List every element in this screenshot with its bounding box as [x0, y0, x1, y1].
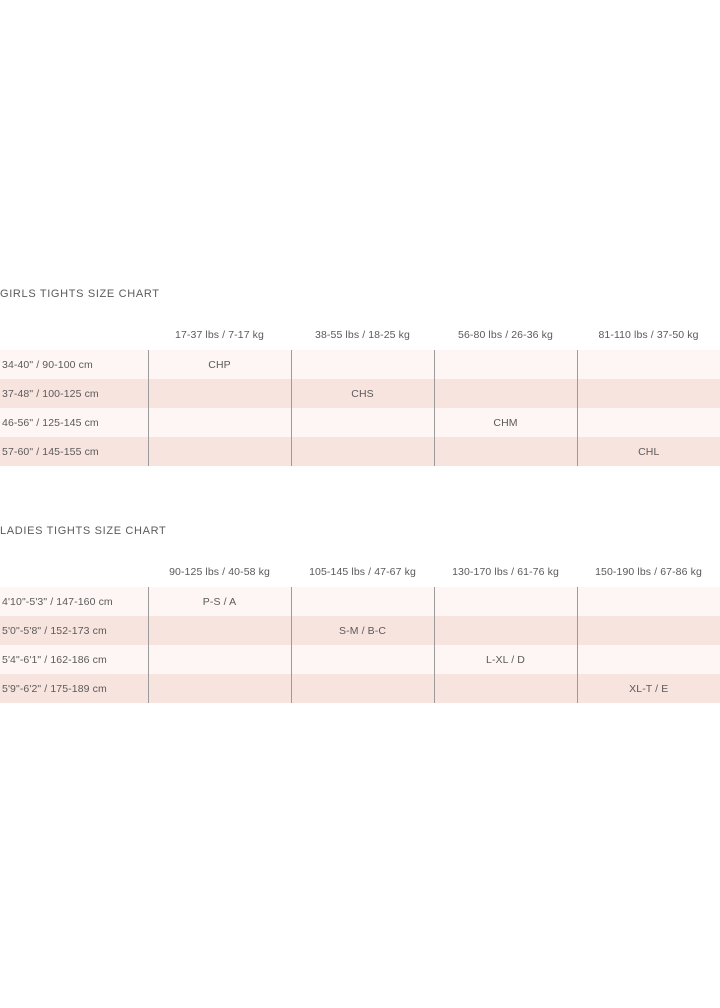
girls-cell-1-3 — [434, 350, 577, 379]
ladies-cell-1-4 — [577, 587, 720, 616]
ladies-cell-4-1 — [148, 674, 291, 703]
ladies-header-corner — [0, 557, 148, 587]
table-header-row — [0, 557, 720, 587]
table-row — [0, 587, 720, 616]
ladies-cell-1-1: P-S / A — [148, 587, 291, 616]
ladies-cell-2-4 — [577, 616, 720, 645]
ladies-cell-2-1 — [148, 616, 291, 645]
girls-cell-3-1 — [148, 408, 291, 437]
ladies-row-label-1: 4'10"-5'3" / 147-160 cm — [0, 587, 148, 616]
ladies-table-header — [0, 557, 720, 587]
ladies-cell-2-2: S-M / B-C — [291, 616, 434, 645]
ladies-column-header-3: 130-170 lbs / 61-76 kg — [434, 557, 577, 587]
girls-row-label-3: 46-56" / 125-145 cm — [0, 408, 148, 437]
girls-table-header — [0, 320, 720, 350]
ladies-cell-2-3 — [434, 616, 577, 645]
girls-column-header-1: 17-37 lbs / 7-17 kg — [148, 320, 291, 350]
girls-cell-1-4 — [577, 350, 720, 379]
table-row — [0, 645, 720, 674]
table-row — [0, 674, 720, 703]
girls-cell-3-4 — [577, 408, 720, 437]
ladies-column-header-4: 150-190 lbs / 67-86 kg — [577, 557, 720, 587]
girls-cell-3-2 — [291, 408, 434, 437]
ladies-column-header-2: 105-145 lbs / 47-67 kg — [291, 557, 434, 587]
girls-cell-2-1 — [148, 379, 291, 408]
ladies-cell-4-2 — [291, 674, 434, 703]
ladies-cell-4-4: XL-T / E — [577, 674, 720, 703]
table-row — [0, 616, 720, 645]
girls-cell-4-3 — [434, 437, 577, 466]
table-row — [0, 379, 720, 408]
ladies-table-body — [0, 587, 720, 703]
girls-row-label-1: 34-40" / 90-100 cm — [0, 350, 148, 379]
girls-cell-3-3: CHM — [434, 408, 577, 437]
girls-cell-1-2 — [291, 350, 434, 379]
girls-header-corner — [0, 320, 148, 350]
girls-column-header-2: 38-55 lbs / 18-25 kg — [291, 320, 434, 350]
ladies-cell-3-4 — [577, 645, 720, 674]
ladies-column-header-1: 90-125 lbs / 40-58 kg — [148, 557, 291, 587]
ladies-row-label-3: 5'4"-6'1" / 162-186 cm — [0, 645, 148, 674]
table-row — [0, 437, 720, 466]
girls-column-header-3: 56-80 lbs / 26-36 kg — [434, 320, 577, 350]
girls-cell-2-4 — [577, 379, 720, 408]
girls-cell-1-1: CHP — [148, 350, 291, 379]
ladies-size-chart-table — [0, 557, 720, 703]
girls-chart-title: GIRLS TIGHTS SIZE CHART — [0, 288, 160, 300]
girls-size-chart-table — [0, 320, 720, 466]
ladies-cell-3-3: L-XL / D — [434, 645, 577, 674]
ladies-size-chart-section — [0, 525, 720, 703]
ladies-cell-1-2 — [291, 587, 434, 616]
girls-cell-2-3 — [434, 379, 577, 408]
girls-size-chart-section — [0, 288, 720, 466]
girls-cell-4-2 — [291, 437, 434, 466]
ladies-cell-3-2 — [291, 645, 434, 674]
ladies-row-label-2: 5'0"-5'8" / 152-173 cm — [0, 616, 148, 645]
girls-row-label-2: 37-48" / 100-125 cm — [0, 379, 148, 408]
ladies-chart-title: LADIES TIGHTS SIZE CHART — [0, 525, 167, 537]
table-row — [0, 408, 720, 437]
ladies-cell-4-3 — [434, 674, 577, 703]
ladies-row-label-4: 5'9"-6'2" / 175-189 cm — [0, 674, 148, 703]
girls-column-header-4: 81-110 lbs / 37-50 kg — [577, 320, 720, 350]
ladies-cell-1-3 — [434, 587, 577, 616]
girls-cell-4-1 — [148, 437, 291, 466]
ladies-cell-3-1 — [148, 645, 291, 674]
table-header-row — [0, 320, 720, 350]
table-row — [0, 350, 720, 379]
girls-table-body — [0, 350, 720, 466]
girls-cell-2-2: CHS — [291, 379, 434, 408]
girls-cell-4-4: CHL — [577, 437, 720, 466]
girls-row-label-4: 57-60" / 145-155 cm — [0, 437, 148, 466]
